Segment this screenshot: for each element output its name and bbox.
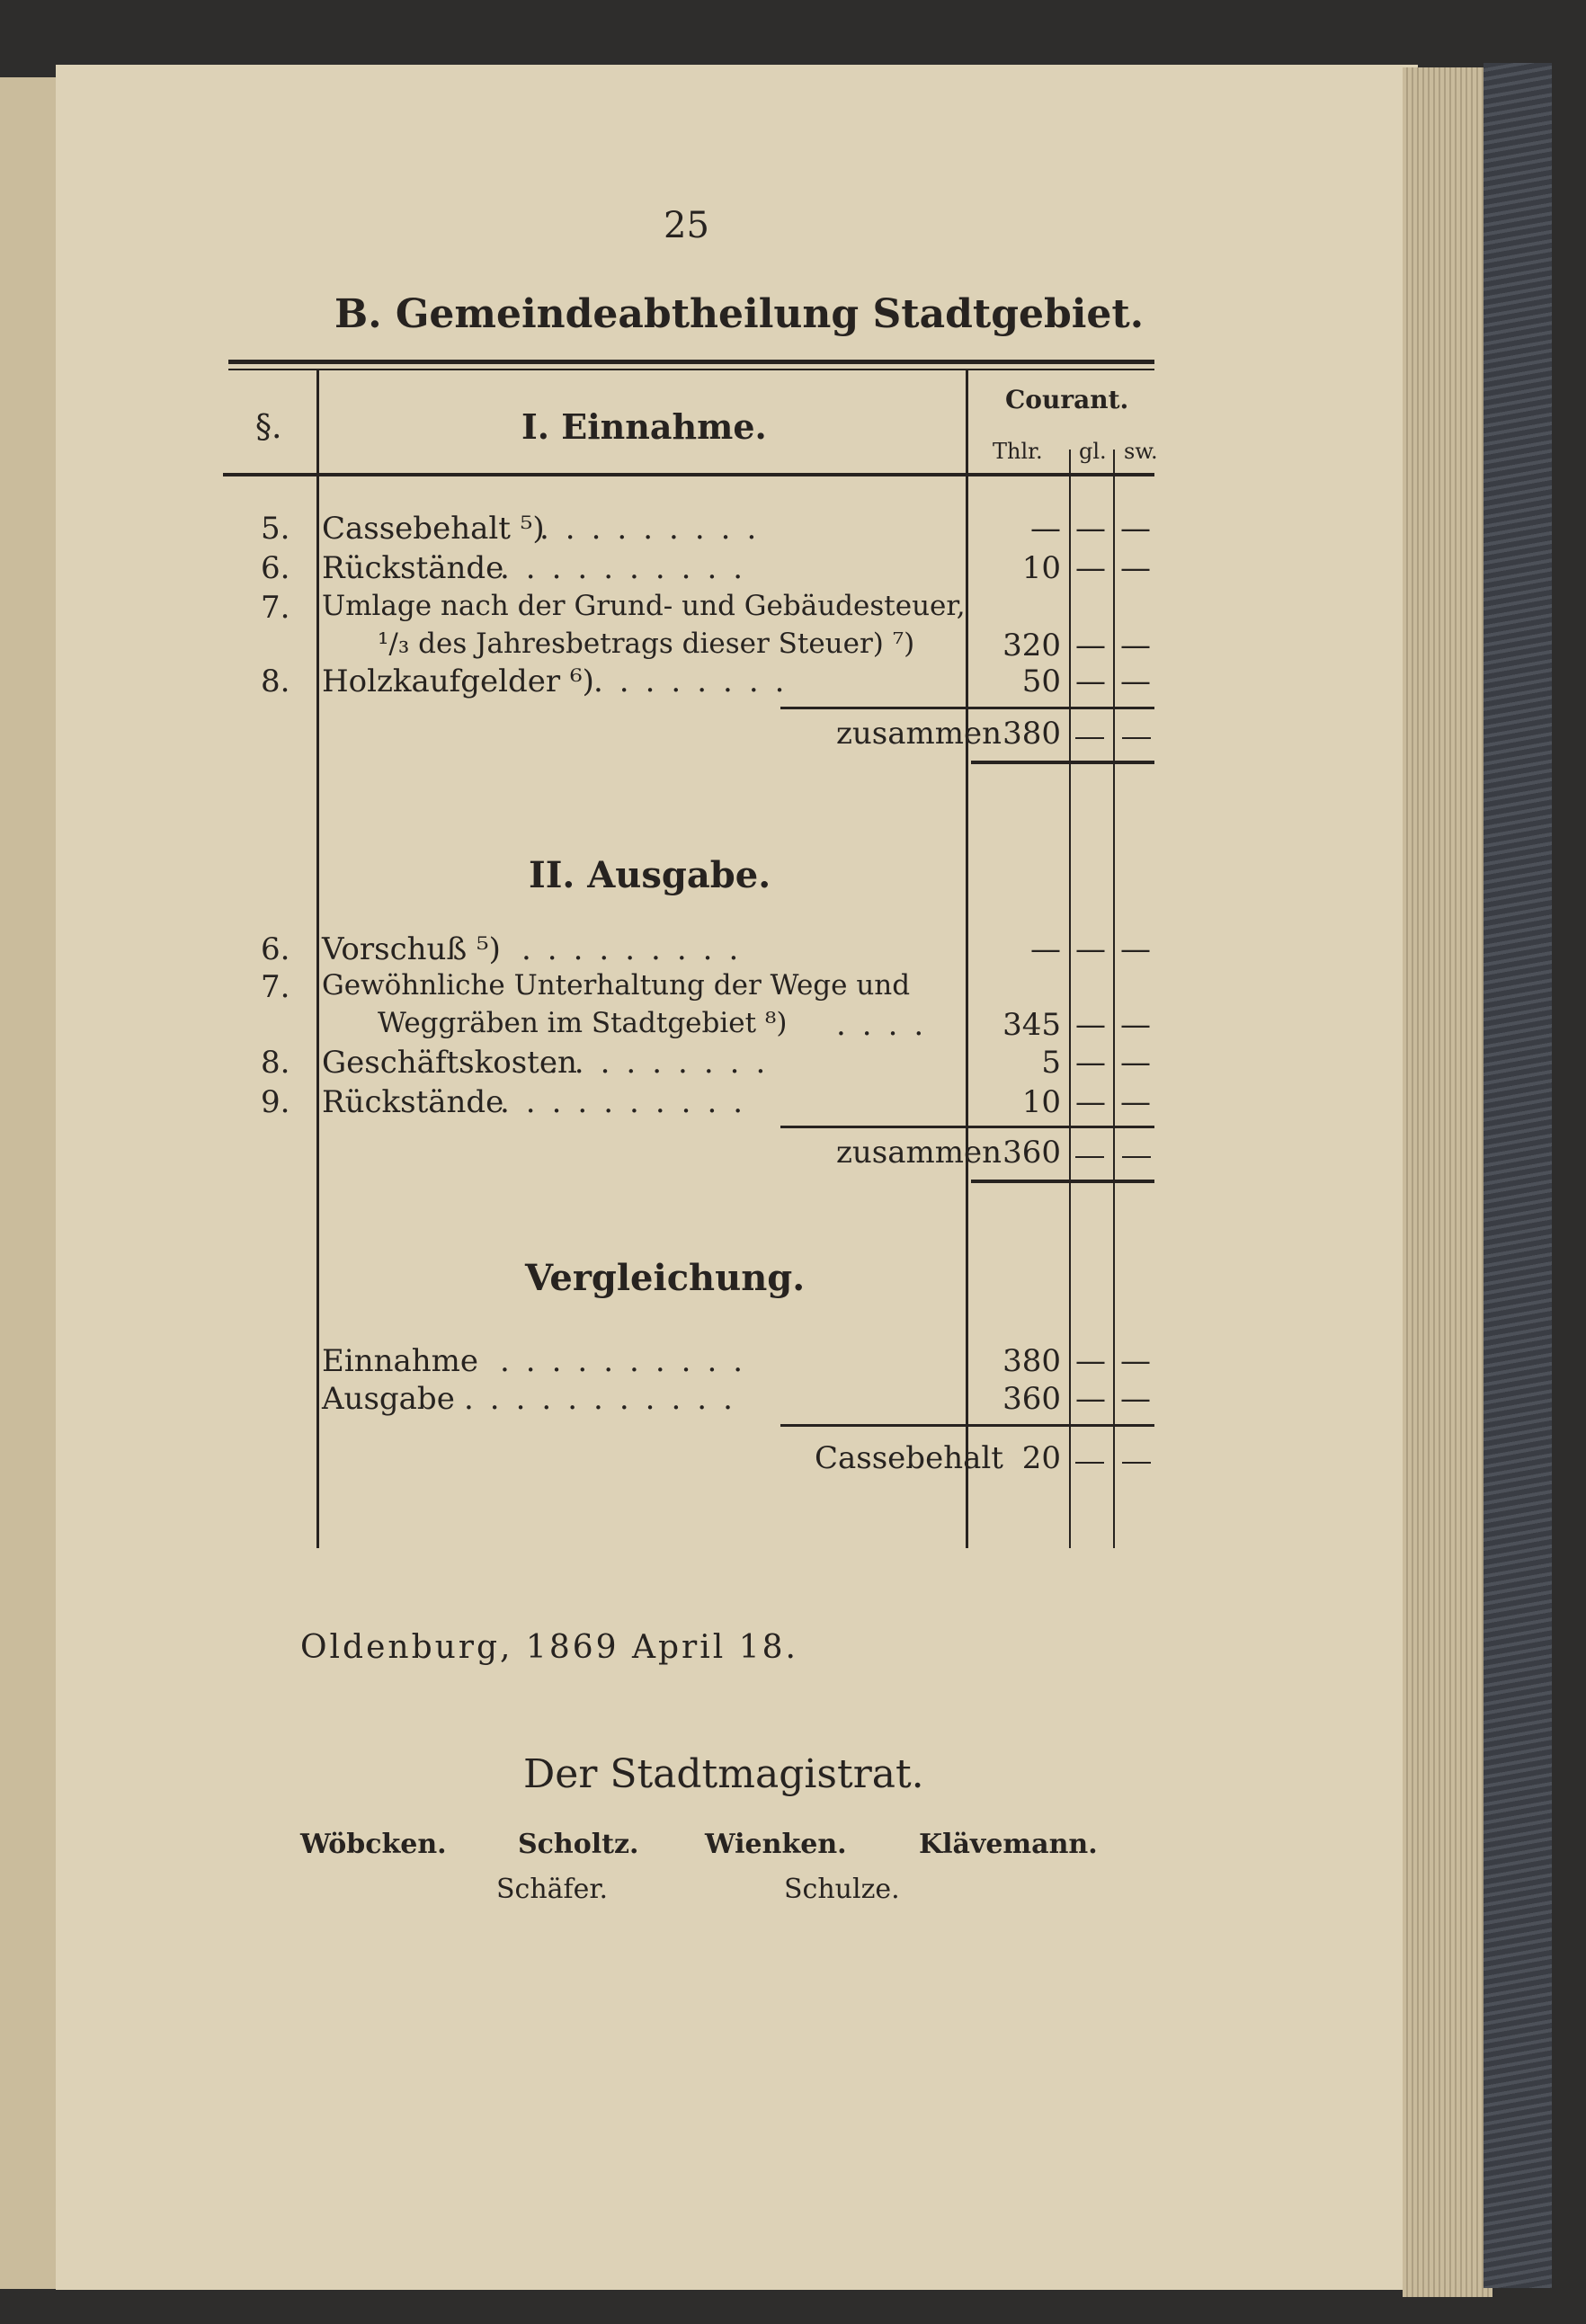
row-text: Vorschuß ⁵) (322, 931, 501, 967)
amount-sw: — (1120, 1045, 1151, 1081)
amount-sw: — (1120, 931, 1151, 967)
header-bottom-rule (223, 473, 1154, 476)
leader-dots: .... (836, 1007, 940, 1043)
row-text: ¹/₃ des Jahresbetrags dieser Steuer) ⁷) (378, 628, 915, 660)
currency-header: Courant. (1005, 385, 1129, 414)
amount-sw: — (1120, 511, 1151, 547)
total-label: zusammen (836, 716, 1002, 752)
amount-gl: — (1075, 931, 1106, 967)
result-dash (1122, 1462, 1151, 1464)
row-number: 7. (261, 969, 290, 1005)
amount-gl: — (1075, 663, 1106, 699)
comparison-heading: Vergleichung. (525, 1257, 806, 1299)
book-page (56, 65, 1418, 2290)
total-thlr: 380 (1002, 716, 1061, 752)
col-divider-section (316, 370, 319, 1548)
leader-dots: .......... (500, 550, 760, 586)
amount-gl: — (1075, 1381, 1106, 1417)
amount-thlr: 345 (1002, 1007, 1061, 1043)
total-thlr: 360 (1002, 1135, 1061, 1171)
row-text: Rückstände (322, 550, 504, 586)
total-dash (1075, 1156, 1104, 1158)
amount-thlr: 5 (1041, 1045, 1061, 1081)
result-thlr: 20 (1021, 1440, 1061, 1476)
amount-sw: — (1120, 1007, 1151, 1043)
amount-thlr: 360 (1002, 1381, 1061, 1417)
subtotal-rule (780, 707, 1154, 709)
amount-sw: — (1120, 663, 1151, 699)
row-text: Einnahme (322, 1343, 479, 1379)
amount-thlr: 10 (1021, 1084, 1061, 1120)
leader-dots: ......... (521, 931, 755, 967)
result-label: Cassebehalt (815, 1440, 1003, 1476)
unit-thlr: Thlr. (993, 439, 1043, 464)
amount-sw: — (1120, 1381, 1151, 1417)
amount-sw: — (1120, 628, 1151, 663)
subtotal-rule (780, 1424, 1154, 1427)
signature: Wöbcken. (300, 1829, 447, 1860)
leader-dots: ......... (548, 1045, 782, 1081)
section-title: B. Gemeindeabtheilung Stadtgebiet. (334, 291, 1145, 337)
table-top-rule (228, 360, 1154, 364)
row-number: 8. (261, 663, 290, 699)
amount-gl: — (1075, 1084, 1106, 1120)
table-top-rule-thin (228, 369, 1154, 370)
col-divider-gl (1113, 450, 1115, 1548)
signature: Scholtz. (518, 1829, 639, 1860)
facing-page-edge (0, 77, 59, 2289)
row-text: Ausgabe (322, 1381, 455, 1417)
amount-thlr: — (1030, 931, 1061, 967)
amount-thlr: 50 (1021, 663, 1061, 699)
row-text: Umlage nach der Grund- und Gebäudesteuer, (322, 590, 966, 622)
amount-thlr: — (1030, 511, 1061, 547)
unit-sw: sw. (1124, 439, 1158, 464)
leader-dots: ......... (539, 511, 773, 547)
amount-thlr: 320 (1002, 628, 1061, 663)
row-text: Holzkaufgelder ⁶) (322, 663, 594, 699)
page-stack-edge (1403, 67, 1492, 2297)
col-section-header: §. (255, 409, 282, 446)
total-dash (1122, 737, 1151, 739)
leader-dots: ........... (464, 1381, 749, 1417)
row-text: Weggräben im Stadtgebiet ⁸) (378, 1007, 788, 1039)
place-date: Oldenburg, 1869 April 18. (300, 1629, 798, 1666)
signatory-title: Der Stadtmagistrat. (523, 1751, 924, 1797)
row-number: 5. (261, 511, 290, 547)
row-number: 6. (261, 931, 290, 967)
col-divider-thlr (1069, 450, 1071, 1548)
row-text: Cassebehalt ⁵) (322, 511, 545, 547)
total-label: zusammen (836, 1135, 1002, 1171)
result-dash (1075, 1462, 1104, 1464)
book-cover (1484, 63, 1552, 2288)
amount-gl: — (1075, 628, 1106, 663)
signature: Klävemann. (919, 1829, 1098, 1860)
amount-thlr: 380 (1002, 1343, 1061, 1379)
subtotal-rule (780, 1126, 1154, 1128)
total-dash (1075, 737, 1104, 739)
col-divider-amount (966, 370, 968, 1548)
income-heading: I. Einnahme. (521, 406, 767, 447)
signature: Schulze. (784, 1874, 900, 1905)
row-text: Geschäftskosten (322, 1045, 577, 1081)
leader-dots: .......... (500, 1343, 760, 1379)
amount-sw: — (1120, 1084, 1151, 1120)
amount-gl: — (1075, 1045, 1106, 1081)
leader-dots: .......... (500, 1084, 760, 1120)
amount-gl: — (1075, 511, 1106, 547)
leader-dots: ........ (593, 663, 801, 699)
amount-gl: — (1075, 550, 1106, 586)
signature: Wienken. (705, 1829, 847, 1860)
row-number: 7. (261, 590, 290, 626)
page-number: 25 (664, 205, 709, 246)
total-double-rule (971, 761, 1154, 764)
unit-gl: gl. (1079, 439, 1107, 464)
amount-gl: — (1075, 1007, 1106, 1043)
row-number: 8. (261, 1045, 290, 1081)
row-number: 9. (261, 1084, 290, 1120)
row-text: Rückstände (322, 1084, 504, 1120)
signature: Schäfer. (496, 1874, 608, 1905)
amount-thlr: 10 (1021, 550, 1061, 586)
row-text: Gewöhnliche Unterhaltung der Wege und (322, 969, 911, 1002)
amount-sw: — (1120, 550, 1151, 586)
row-number: 6. (261, 550, 290, 586)
total-dash (1122, 1156, 1151, 1158)
amount-gl: — (1075, 1343, 1106, 1379)
total-double-rule (971, 1180, 1154, 1183)
expense-heading: II. Ausgabe. (529, 854, 771, 896)
amount-sw: — (1120, 1343, 1151, 1379)
